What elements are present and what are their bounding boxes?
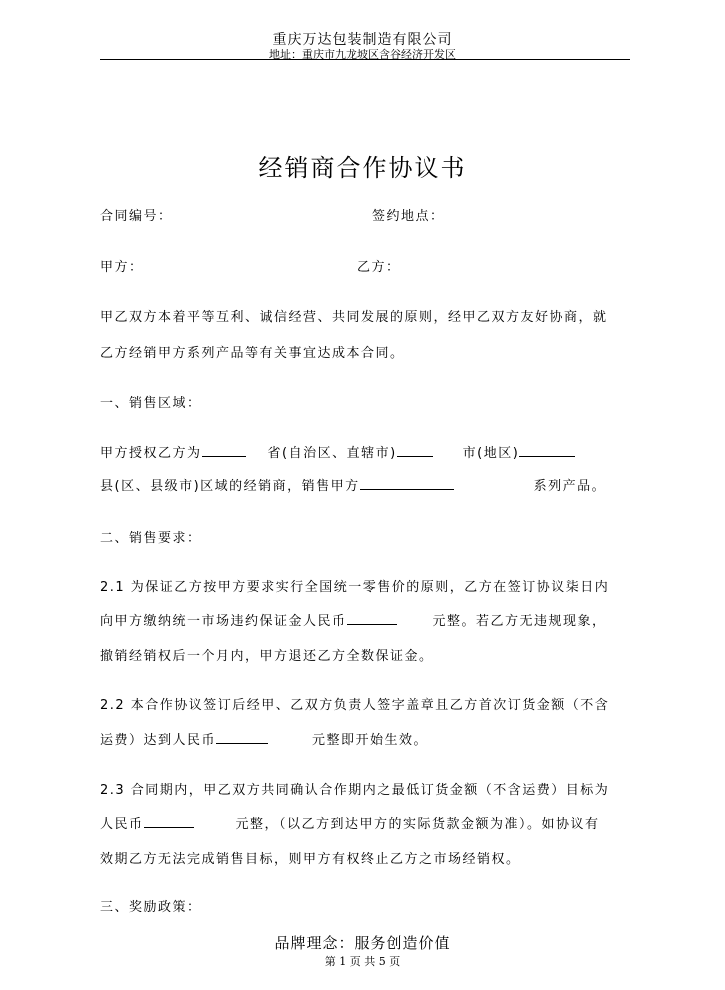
clause-2-3-line-3: 效期乙方无法完成销售目标，则甲方有权终止乙方之市场经销权。 [100,852,521,867]
region-text-e: 系列产品。 [533,479,607,494]
clause-2-1-line-3: 撤销经销权后一个月内，甲方退还乙方全数保证金。 [100,649,434,664]
section-1-line-2 [100,475,606,494]
clause-2-3-line-2 [100,813,600,832]
first-order-text-b: 元整即开始生效。 [312,733,429,748]
clause-2-2-line-2 [100,729,428,748]
region-text-a: 甲方授权乙方为 [100,446,202,461]
clause-2-1-line-2 [100,610,607,629]
party-b-label: 乙方： [357,260,401,275]
min-order-text-b: 元整，（以乙方到达甲方的实际货款金额为准）。如协议有 [235,817,600,832]
section-3-heading: 三、奖励政策： [100,900,202,915]
header-address: 地址：重庆市九龙坡区含谷经济开发区 [269,48,456,61]
contract-number-label: 合同编号： [100,209,173,224]
city-blank [397,444,433,457]
section-1-heading: 一、销售区域： [100,396,202,411]
deposit-amount-blank [347,612,397,625]
section-1-line-1 [100,442,575,461]
section-2-heading: 二、销售要求： [100,531,202,546]
footer-slogan: 品牌理念：服务创造价值 [274,934,451,952]
clause-2-2-line-1: 2.2 本合作协议签订后经甲、乙双方负责人签字盖章且乙方首次订货金额（不含 [100,698,610,713]
min-order-text-a: 人民币 [100,817,144,832]
first-order-amount-blank [216,731,268,744]
header-company-name: 重庆万达包装制造有限公司 [272,32,453,48]
province-blank [202,444,246,457]
document-title: 经销商合作协议书 [258,154,467,182]
product-series-blank [360,477,454,490]
first-order-text-a: 运费）达到人民币 [100,733,217,748]
sign-place-label: 签约地点： [372,209,445,224]
header-divider [100,59,630,60]
region-text-b: 省(自治区、直辖市) [267,446,397,461]
min-order-amount-blank [144,815,194,828]
region-text-c: 市(地区) [462,446,520,461]
intro-line-1: 甲乙双方本着平等互利、诚信经营、共同发展的原则，经甲乙双方友好协商，就 [100,310,608,325]
deposit-text-a: 向甲方缴纳统一市场违约保证金人民币 [100,614,347,629]
intro-line-2: 乙方经销甲方系列产品等有关事宜达成本合同。 [100,346,405,361]
region-text-d: 县(区、县级市)区域的经销商，销售甲方 [100,479,360,494]
deposit-text-b: 元整。若乙方无违规现象， [432,614,607,629]
party-a-label: 甲方： [100,260,144,275]
county-blank [519,444,575,457]
clause-2-1-line-1: 2.1 为保证乙方按甲方要求实行全国统一零售价的原则，乙方在签订协议柒日内 [100,580,610,595]
clause-2-3-line-1: 2.3 合同期内，甲乙双方共同确认合作期内之最低订货金额（不含运费）目标为 [100,783,610,798]
page-number: 第 1 页 共 5 页 [324,955,401,968]
